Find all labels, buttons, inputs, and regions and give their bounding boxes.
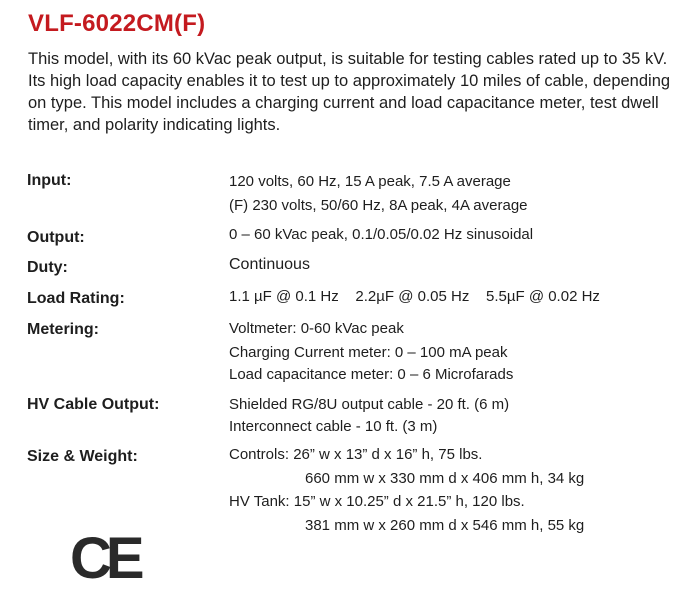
product-description: This model, with its 60 kVac peak output, is suitable for testing cables rated up to 35 kV. Its high load capacity enables it to test up to approximately 10 miles of cable, depending on type. This model includes a charging current and load capacitance meter, test dwell timer, and polarity indicating lights. [28,50,671,134]
spec-label-input: Input: [27,172,72,189]
spec-value-load-rating-line: 1.1 µF @ 0.1 Hz 2.2µF @ 0.05 Hz 5.5µF @ 0.02 Hz [229,288,600,305]
spec-value-metering-line: Charging Current meter: 0 – 100 mA peak [229,344,508,361]
spec-label-duty: Duty: [27,259,68,276]
spec-label-hv-cable-output: HV Cable Output: [27,396,160,413]
spec-value-size-weight-line: HV Tank: 15” w x 10.25” d x 21.5” h, 120 lbs. [229,493,525,510]
spec-value-output-line: 0 – 60 kVac peak, 0.1/0.05/0.02 Hz sinusoidal [229,226,534,243]
spec-value-size-weight-line: 660 mm w x 330 mm d x 406 mm h, 34 kg [305,470,585,487]
spec-label-load-rating: Load Rating: [27,290,125,307]
spec-value-size-weight-line: Controls: 26” w x 13” d x 16” h, 75 lbs. [229,446,483,463]
spec-value-hv-cable-line: Shielded RG/8U output cable - 20 ft. (6 m) [229,396,510,413]
spec-label-size-weight: Size & Weight: [27,448,138,465]
spec-value-duty-line: Continuous [229,256,310,273]
spec-value-size-weight-line: 381 mm w x 260 mm d x 546 mm h, 55 kg [305,517,585,534]
spec-value-hv-cable-line: Interconnect cable - 10 ft. (3 m) [229,418,438,435]
spec-value-metering-line: Voltmeter: 0-60 kVac peak [229,320,404,337]
spec-label-metering: Metering: [27,321,99,338]
ce-mark-logo: CE [70,526,139,591]
spec-value-metering-line: Load capacitance meter: 0 – 6 Microfarads [229,366,514,383]
spec-value-input-line: (F) 230 volts, 50/60 Hz, 8A peak, 4A average [229,197,528,214]
spec-value-input-line: 120 volts, 60 Hz, 15 A peak, 7.5 A average [229,173,511,190]
spec-label-output: Output: [27,229,85,246]
product-title: VLF-6022CM(F) [28,10,206,37]
